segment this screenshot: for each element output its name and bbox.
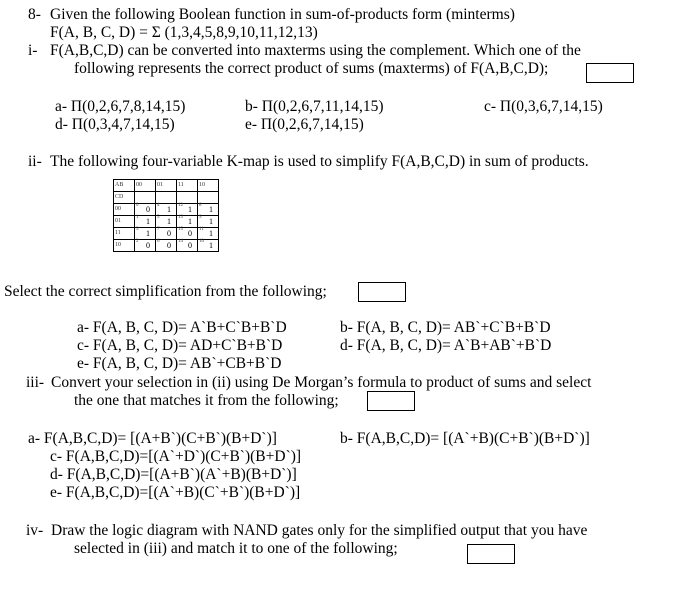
part-ii-option-b[interactable]: b- F(A, B, C, D)= AB`+C`B+B`D [340, 319, 551, 336]
kmap-cell: 15 0 [177, 228, 198, 240]
part-iv-line2: selected in (iii) and match it to one of the following; [74, 540, 398, 557]
kmap-cell: 4 1 [156, 204, 177, 216]
part-ii-text: The following four-variable K-map is used to simplify F(A,B,C,D) in sum of products. [50, 153, 589, 170]
kmap-cell: 3 1 [135, 228, 156, 240]
kmap-cell: 9 1 [198, 216, 219, 228]
part-iii-line1: Convert your selection in (ii) using De Morgan’s formula to product of sums and select [51, 374, 592, 391]
part-i-label: i- [28, 42, 38, 59]
part-ii-answer-box[interactable] [358, 282, 406, 302]
kmap-cell: 2 0 [135, 240, 156, 252]
part-iii-answer-box[interactable] [367, 391, 415, 411]
part-ii-option-c[interactable]: c- F(A, B, C, D)= AD+C`B+B`D [77, 337, 283, 354]
part-ii-option-e[interactable]: e- F(A, B, C, D)= AB`+CB+B`D [77, 355, 282, 372]
kmap-row-label: 00 [114, 204, 135, 216]
kmap-cell: 6 0 [156, 240, 177, 252]
kmap-cell: 14 0 [177, 240, 198, 252]
part-iv-line1: Draw the logic diagram with NAND gates only for the simplified output that you have [51, 522, 588, 539]
part-iii-option-e[interactable]: e- F(A,B,C,D)=[(A`+B)(C`+B`)(B+D`)] [50, 484, 301, 501]
kmap-cell: 12 1 [177, 204, 198, 216]
part-i-answer-box[interactable] [586, 63, 634, 83]
kmap-cell: 8 1 [198, 204, 219, 216]
part-ii-option-d[interactable]: d- F(A, B, C, D)= A`B+AB`+B`D [340, 337, 552, 354]
part-ii-select-text: Select the correct simplification from the following; [4, 283, 327, 300]
part-i-option-a[interactable]: a- Π(0,2,6,7,8,14,15) [55, 98, 186, 115]
part-iii-option-c[interactable]: c- F(A,B,C,D)=[(A`+D`)(C+B`)(B+D`)] [50, 448, 302, 465]
part-i-line1: F(A,B,C,D) can be converted into maxterms using the complement. Which one of the [50, 42, 581, 59]
part-iii-label: iii- [26, 374, 45, 391]
part-i-option-e[interactable]: e- Π(0,2,6,7,14,15) [245, 116, 364, 133]
part-i-option-b[interactable]: b- Π(0,2,6,7,11,14,15) [245, 98, 384, 115]
kmap-corner-ab: AB [114, 180, 135, 192]
kmap-cell: 13 1 [177, 216, 198, 228]
part-ii-label: ii- [28, 153, 42, 170]
part-ii-option-a[interactable]: a- F(A, B, C, D)= A`B+C`B+B`D [77, 319, 287, 336]
kmap-cell: 5 1 [156, 216, 177, 228]
part-iv-label: iv- [26, 522, 44, 539]
kmap-col-header: 10 [198, 180, 219, 192]
part-iii-option-b[interactable]: b- F(A,B,C,D)= [(A`+B)(C+B`)(B+D`)] [340, 430, 590, 447]
kmap-corner-cd: CD [114, 192, 135, 204]
kmap-cell: 10 1 [198, 240, 219, 252]
kmap-cell: 0 0 [135, 204, 156, 216]
kmap-cell: 1 1 [135, 216, 156, 228]
kmap-col-header: 01 [156, 180, 177, 192]
question-number: 8- [28, 6, 41, 23]
part-iii-option-d[interactable]: d- F(A,B,C,D)=[(A+B`)(A`+B)(B+D`)] [50, 466, 297, 483]
part-iii-line2: the one that matches it from the following; [74, 392, 339, 409]
kmap-cell: 11 1 [198, 228, 219, 240]
kmap-cell: 7 0 [156, 228, 177, 240]
question-intro: Given the following Boolean function in sum-of-products form (minterms) [50, 6, 515, 23]
kmap-row-label: 01 [114, 216, 135, 228]
boolean-function: F(A, B, C, D) = Σ (1,3,4,5,8,9,10,11,12,13) [50, 24, 318, 41]
kmap-row-label: 11 [114, 228, 135, 240]
part-i-option-d[interactable]: d- Π(0,3,4,7,14,15) [55, 116, 175, 133]
kmap-row-label: 10 [114, 240, 135, 252]
kmap-col-header: 11 [177, 180, 198, 192]
part-i-line2: following represents the correct product of sums (maxterms) of F(A,B,C,D); [74, 60, 549, 77]
kmap [113, 179, 219, 252]
part-iii-option-a[interactable]: a- F(A,B,C,D)= [(A+B`)(C+B`)(B+D`)] [28, 430, 277, 447]
kmap-col-header: 00 [135, 180, 156, 192]
part-i-option-c[interactable]: c- Π(0,3,6,7,14,15) [484, 98, 603, 115]
part-iv-answer-box[interactable] [467, 544, 515, 564]
